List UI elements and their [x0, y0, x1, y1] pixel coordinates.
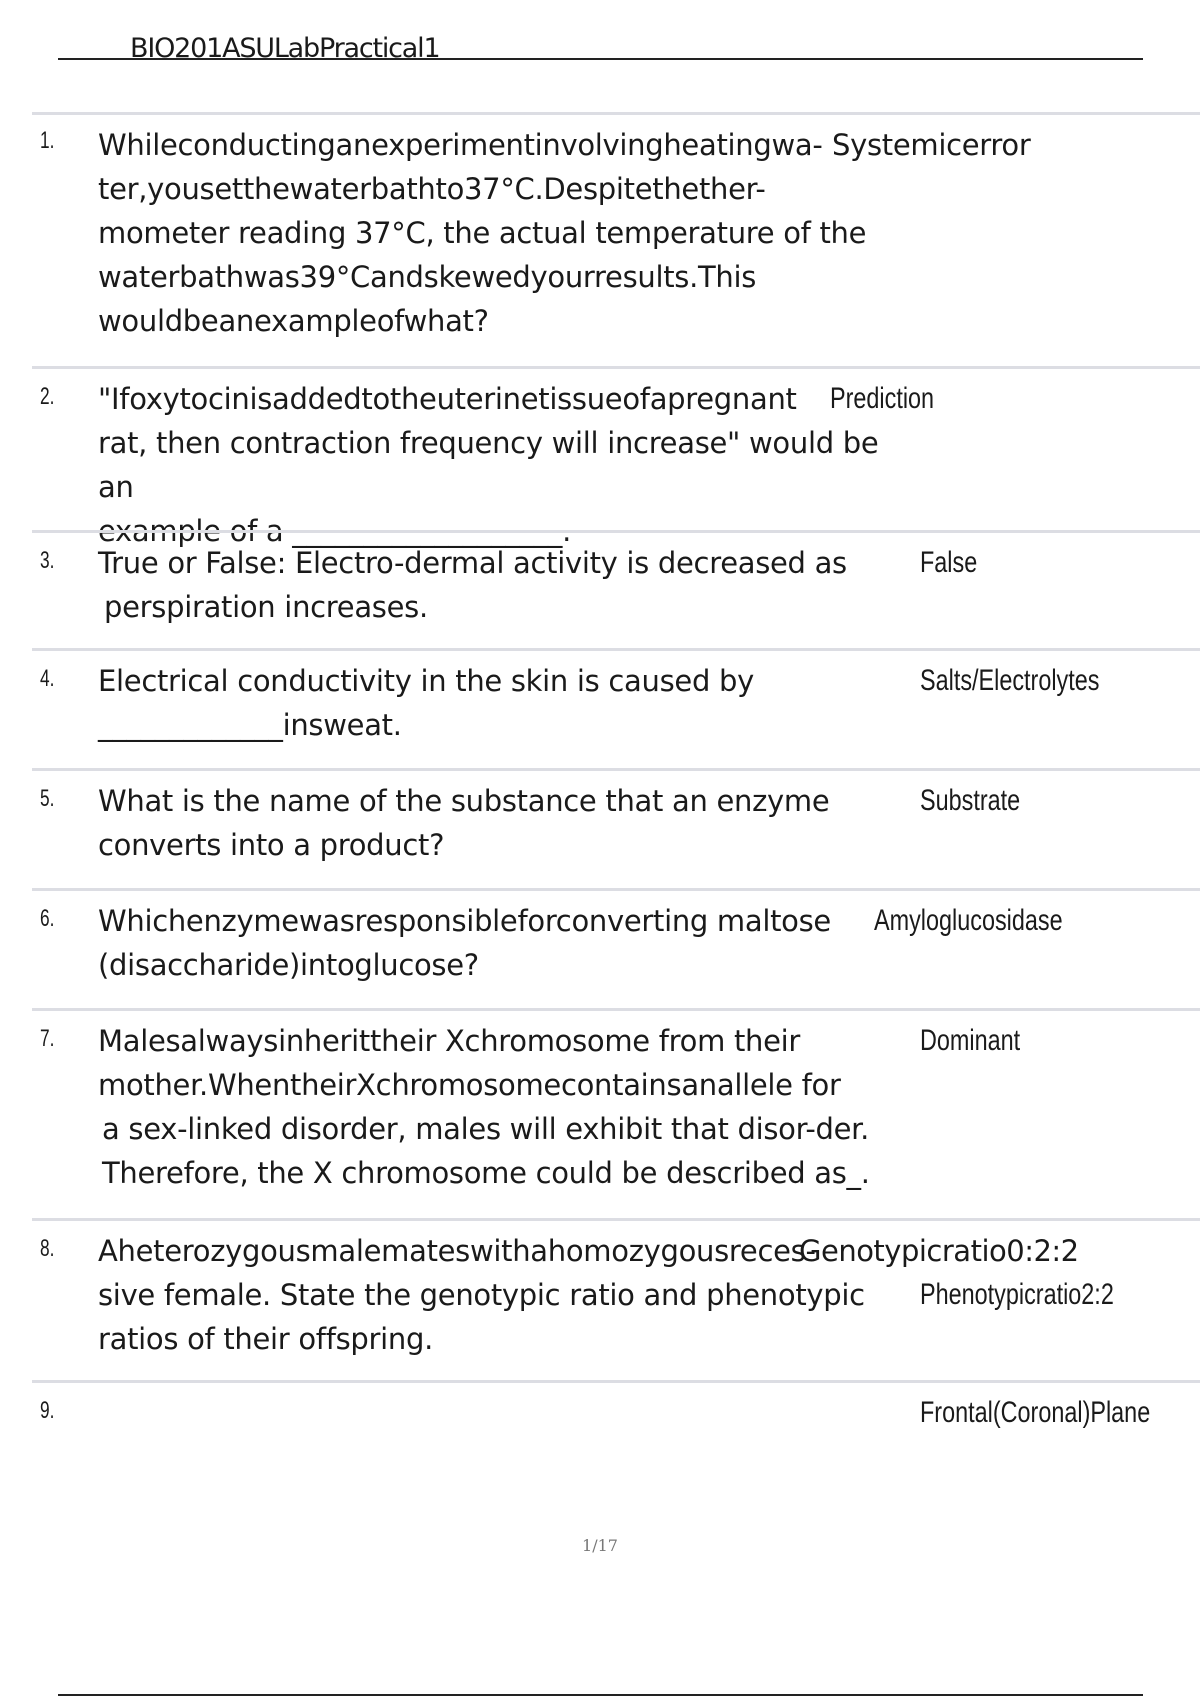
question-line: sive female. State the genotypic ratio and phenotypic — [98, 1278, 865, 1312]
question-7 — [32, 1008, 1200, 1211]
question-line: perspiration increases. — [104, 590, 428, 624]
question-line: converts into a product? — [98, 828, 445, 862]
question-number: 7. — [40, 1025, 55, 1052]
question-line: wouldbeanexampleofwhat? — [98, 304, 489, 338]
question-2 — [32, 366, 1200, 548]
question-line: _____________insweat. — [98, 708, 402, 742]
question-line: Aheterozygousmalemateswithahomozygousreces- — [98, 1234, 816, 1268]
answer-text: Dominant — [920, 1024, 1021, 1057]
question-line: ratios of their offspring. — [98, 1322, 434, 1356]
question-number: 1. — [40, 127, 55, 154]
answer-text: Systemicerror — [832, 128, 1031, 162]
question-line: True or False: Electro-dermal activity is decreased as — [98, 546, 847, 580]
question-text — [98, 123, 918, 343]
question-6 — [32, 888, 1200, 1009]
question-line: Whileconductinganexperimentinvolvingheatingwa- — [98, 128, 823, 162]
question-line: (disaccharide)intoglucose? — [98, 948, 479, 982]
question-text — [98, 899, 918, 987]
question-line: mometer reading 37°C, the actual temperature of the — [98, 216, 867, 250]
question-number: 3. — [40, 547, 55, 574]
question-3 — [32, 530, 1200, 651]
question-text — [98, 541, 918, 629]
page-number: 1/17 — [582, 1536, 618, 1555]
question-text — [98, 1229, 918, 1361]
question-line: Electrical conductivity in the skin is caused by — [98, 664, 754, 698]
question-text — [98, 377, 918, 553]
question-line: example of a ___________________. — [98, 514, 572, 548]
footer-divider — [58, 1694, 1143, 1696]
answer-text: Substrate — [920, 784, 1021, 817]
question-number: 5. — [40, 785, 55, 812]
question-number: 2. — [40, 383, 55, 410]
question-line: a sex-linked disorder, males will exhibit that disor-der. — [102, 1112, 870, 1146]
question-line: waterbathwas39°Candskewedyourresults.This — [98, 260, 757, 294]
answer-genotypic-ratio: Genotypicratio0:2:2 — [799, 1234, 1079, 1268]
question-line: Whichenzymewasresponsibleforconverting maltose — [98, 904, 831, 938]
question-line: mother.WhentheirXchromosomecontainsanallele for — [98, 1068, 841, 1102]
question-text — [98, 1019, 918, 1195]
answer-text: Prediction — [830, 382, 935, 415]
question-line: ter,yousetthewaterbathto37°C.Despitethether- — [98, 172, 766, 206]
question-line: rat, then contraction frequency will increase" would be an — [98, 426, 879, 504]
question-number: 6. — [40, 905, 55, 932]
question-4 — [32, 648, 1200, 771]
document-title: BIO201ASULabPractical1 — [130, 33, 440, 64]
page-header — [58, 33, 1143, 64]
question-9 — [32, 1380, 1200, 1483]
question-number: 8. — [40, 1235, 55, 1262]
question-1 — [32, 112, 1200, 365]
answer-text: Frontal(Coronal)Plane — [920, 1396, 1151, 1429]
question-number: 4. — [40, 665, 55, 692]
question-5 — [32, 768, 1200, 889]
answer-text: Salts/Electrolytes — [920, 664, 1100, 697]
question-line: Therefore, the X chromosome could be described as_. — [102, 1156, 870, 1190]
question-8 — [32, 1218, 1200, 1379]
question-text — [98, 779, 918, 867]
question-line: What is the name of the substance that an enzyme — [98, 784, 830, 818]
answer-phenotypic-ratio: Phenotypicratio2:2 — [920, 1278, 1114, 1311]
answer-text: False — [920, 546, 978, 579]
question-line: "Ifoxytocinisaddedtotheuterinetissueofapregnant — [98, 382, 797, 416]
question-line: Malesalwaysinherittheir Xchromosome from their — [98, 1024, 801, 1058]
question-text — [98, 659, 918, 747]
question-number: 9. — [40, 1397, 55, 1424]
answer-text: Amyloglucosidase — [874, 904, 1063, 937]
